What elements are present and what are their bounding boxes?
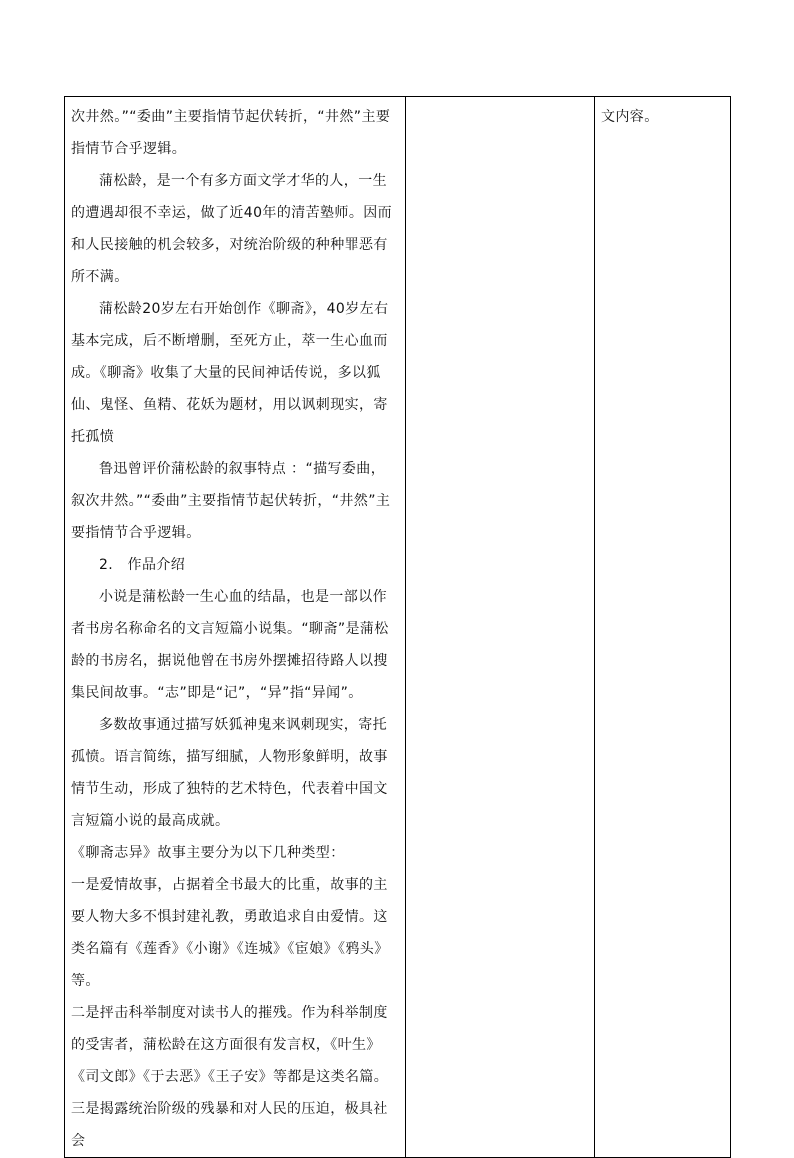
paragraph: 次井然。”“委曲”主要指情节起伏转折，“井然”主要指情节合乎逻辑。 (71, 109, 391, 157)
paragraph: 二是抨击科举制度对读书人的摧残。作为科举制度的受害者，蒲松龄在这方面很有发言权，《叶生》《司文郎》《于去恶》《王子安》等都是这类名篇。 (71, 1005, 389, 1085)
lesson-plan-table (64, 96, 731, 1158)
paragraph: 一是爱情故事，占据着全书最大的比重，故事的主要人物大多不惧封建礼教，勇敢追求自由爱情。这类名篇有《莲香》《小谢》《连城》《宦娘》《鸦头》等。 (71, 877, 389, 989)
paragraph: 三是揭露统治阶级的残暴和对人民的压迫，极具社会 (71, 1101, 388, 1149)
paragraph: 多数故事通过描写妖狐神鬼来讽刺现实，寄托孤愤。语言简练，描写细腻，人物形象鲜明，故事情节生动，形成了独特的艺术特色，代表着中国文言短篇小说的最高成就。 (71, 717, 388, 829)
section-heading: 2. 作品介绍 (99, 557, 186, 573)
paragraph: 《聊斋志异》故事主要分为以下几种类型： (71, 845, 345, 861)
right-cell (595, 97, 731, 1158)
right-cell-text: 文内容。 (601, 109, 659, 125)
paragraph: 蒲松龄，是一个有多方面文学才华的人，一生的遭遇却很不幸运，做了近40年的清苦塾师。因而和人民接触的机会较多，对统治阶级的种种罪恶有所不满。 (71, 173, 393, 285)
paragraph: 蒲松龄20岁左右开始创作《聊斋》，40岁左右基本完成，后不断增删，至死方止，萃一生心血而成。《聊斋》收集了大量的民间神话传说，多以狐仙、鬼怪、鱼精、花妖为题材，用以讽刺现实，寄托孤愤 (71, 301, 389, 445)
table-row (65, 97, 731, 1158)
paragraph: 鲁迅曾评价蒲松龄的叙事特点 ：“描写委曲，叙次井然。”“委曲”主要指情节起伏转折，“井然”主要指情节合乎逻辑。 (71, 461, 391, 541)
middle-cell (406, 97, 595, 1158)
paragraph: 小说是蒲松龄一生心血的结晶，也是一部以作者书房名称命名的文言短篇小说集。“聊斋”是蒲松龄的书房名，据说他曾在书房外摆摊招待路人以搜集民间故事。“志”即是“记”，“异”指“异闻”。 (71, 589, 389, 701)
main-content-cell (65, 97, 406, 1158)
main-content (65, 97, 405, 1157)
